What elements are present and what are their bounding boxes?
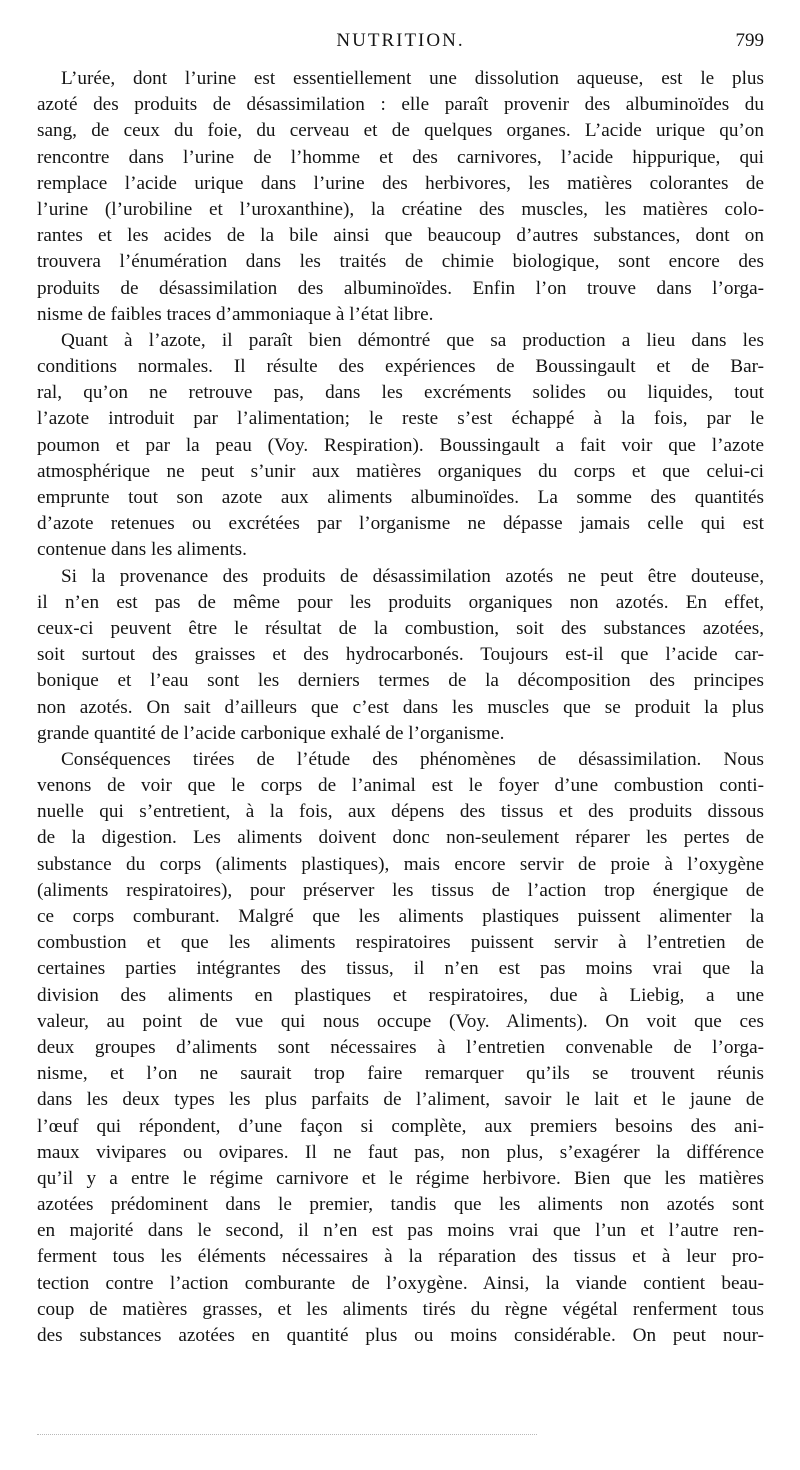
paragraph-consequences [37,747,764,1349]
text-line: division des aliments en plastiques et respiratoires, due à Liebig, a une [37,984,764,1006]
text-line: contenue dans les aliments. [37,539,247,561]
page-number: 799 [735,30,764,51]
text-line: produits de désassimilation des albuminoïdes. Enfin l’on trouve dans l’orga- [37,277,764,299]
text-line: Si la provenance des produits de désassimilation azotés ne peut être douteuse, [61,565,764,587]
text-line: grande quantité de l’acide carbonique exhalé de l’organisme. [37,722,505,744]
text-line: substance du corps (aliments plastiques), mais encore servir de proie à l’oxygène [37,853,764,875]
text-line: ral, qu’on ne retrouve pas, dans les excréments solides ou liquides, tout [37,382,764,404]
text-line: ferment tous les éléments nécessaires à la réparation des tissus et à leur pro- [37,1246,764,1268]
body-text [37,66,764,1349]
running-title: NUTRITION. [336,30,465,51]
text-line: qu’il y a entre le régime carnivore et le régime herbivore. Bien que les matières [37,1167,764,1189]
text-line: conditions normales. Il résulte des expériences de Boussingault et de Bar- [37,356,764,378]
text-line: soit surtout des graisses et des hydrocarbonés. Toujours est-il que l’acide car- [37,644,764,666]
text-line: nuelle qui s’entretient, à la fois, aux dépens des tissus et des produits dissous [37,801,764,823]
text-line: rencontre dans l’urine de l’homme et des carnivores, l’acide hippurique, qui [37,146,764,168]
text-line: L’urée, dont l’urine est essentiellement une dissolution aqueuse, est le plus [61,68,764,89]
paragraph-non-azotes [37,564,764,747]
paragraph-uree [37,66,764,328]
text-line: ce corps comburant. Malgré que les aliments plastiques puissent alimenter la [37,906,764,927]
text-line: en majorité dans le second, il n’en est pas moins vrai que l’un et l’autre ren- [37,1220,764,1242]
text-line: bonique et l’eau sont les derniers termes de la décomposition des principes [37,670,764,692]
text-line: remplace l’acide urique dans l’urine des herbivores, les matières colorantes de [37,172,764,194]
text-line: venons de voir que le corps de l’animal est le foyer d’une combustion conti- [37,775,764,797]
text-line: azoté des produits de désassimilation : elle paraît provenir des albuminoïdes du [37,94,764,116]
text-line: sang, de ceux du foie, du cerveau et de quelques organes. L’acide urique qu’on [37,120,764,142]
text-line: deux groupes d’aliments sont nécessaires à l’entretien convenable de l’orga- [37,1036,764,1058]
text-line: ceux-ci peuvent être le résultat de la combustion, soit des substances azotées, [37,617,764,639]
text-line: combustion et que les aliments respiratoires puissent servir à l’entretien de [37,932,764,954]
text-line: certaines parties intégrantes des tissus, il n’en est pas moins vrai que la [37,958,764,980]
footer-rule [37,1434,537,1435]
text-line: tection contre l’action comburante de l’oxygène. Ainsi, la viande contient beau- [37,1272,764,1294]
text-line: nisme de faibles traces d’ammoniaque à l’état libre. [37,303,434,325]
text-line: emprunte tout son azote aux aliments albuminoïdes. La somme des quantités [37,487,764,508]
text-line: azotées prédominent dans le premier, tandis que les aliments non azotés sont [37,1194,764,1216]
text-line: l’urine (l’urobiline et l’uroxanthine), la créatine des muscles, les matières colo- [37,198,764,220]
paragraph-azote [37,328,764,564]
text-line: d’azote retenues ou excrétées par l’organisme ne dépasse jamais celle qui est [37,513,764,535]
text-line: maux vivipares ou ovipares. Il ne faut pas, non plus, s’exagérer la différence [37,1141,764,1163]
text-line: rantes et les acides de la bile ainsi que beaucoup d’autres substances, dont on [37,225,764,247]
page-header [37,30,764,54]
text-line: l’azote introduit par l’alimentation; le reste s’est échappé à la fois, par le [37,408,764,430]
text-line: poumon et par la peau (Voy. Respiration). Boussingault a fait voir que l’azote [37,434,764,456]
text-line: trouvera l’énumération dans les traités de chimie biologique, sont encore des [37,251,764,273]
text-line: il n’en est pas de même pour les produits organiques non azotés. En effet, [37,591,764,613]
text-line: non azotés. On sait d’ailleurs que c’est dans les muscles que se produit la plus [37,696,764,718]
text-line: des substances azotées en quantité plus ou moins considérable. On peut nour- [37,1325,764,1346]
text-line: Quant à l’azote, il paraît bien démontré que sa production a lieu dans les [61,329,764,351]
text-line: atmosphérique ne peut s’unir aux matières organiques du corps et que celui-ci [37,460,764,482]
text-line: l’œuf qui répondent, d’une façon si complète, aux premiers besoins des ani- [37,1115,764,1137]
text-line: nisme, et l’on ne saurait trop faire remarquer qu’ils se trouvent réunis [37,1063,764,1085]
text-line: de la digestion. Les aliments doivent donc non-seulement réparer les pertes de [37,827,764,849]
text-line: (aliments respiratoires), pour préserver les tissus de l’action trop énergique de [37,879,764,901]
text-line: valeur, au point de vue qui nous occupe (Voy. Aliments). On voit que ces [37,1010,764,1032]
text-line: dans les deux types les plus parfaits de l’aliment, savoir le lait et le jaune de [37,1089,764,1111]
text-line: Conséquences tirées de l’étude des phénomènes de désassimilation. Nous [61,748,764,770]
text-line: coup de matières grasses, et les aliments tirés du règne végétal renferment tous [37,1298,764,1320]
